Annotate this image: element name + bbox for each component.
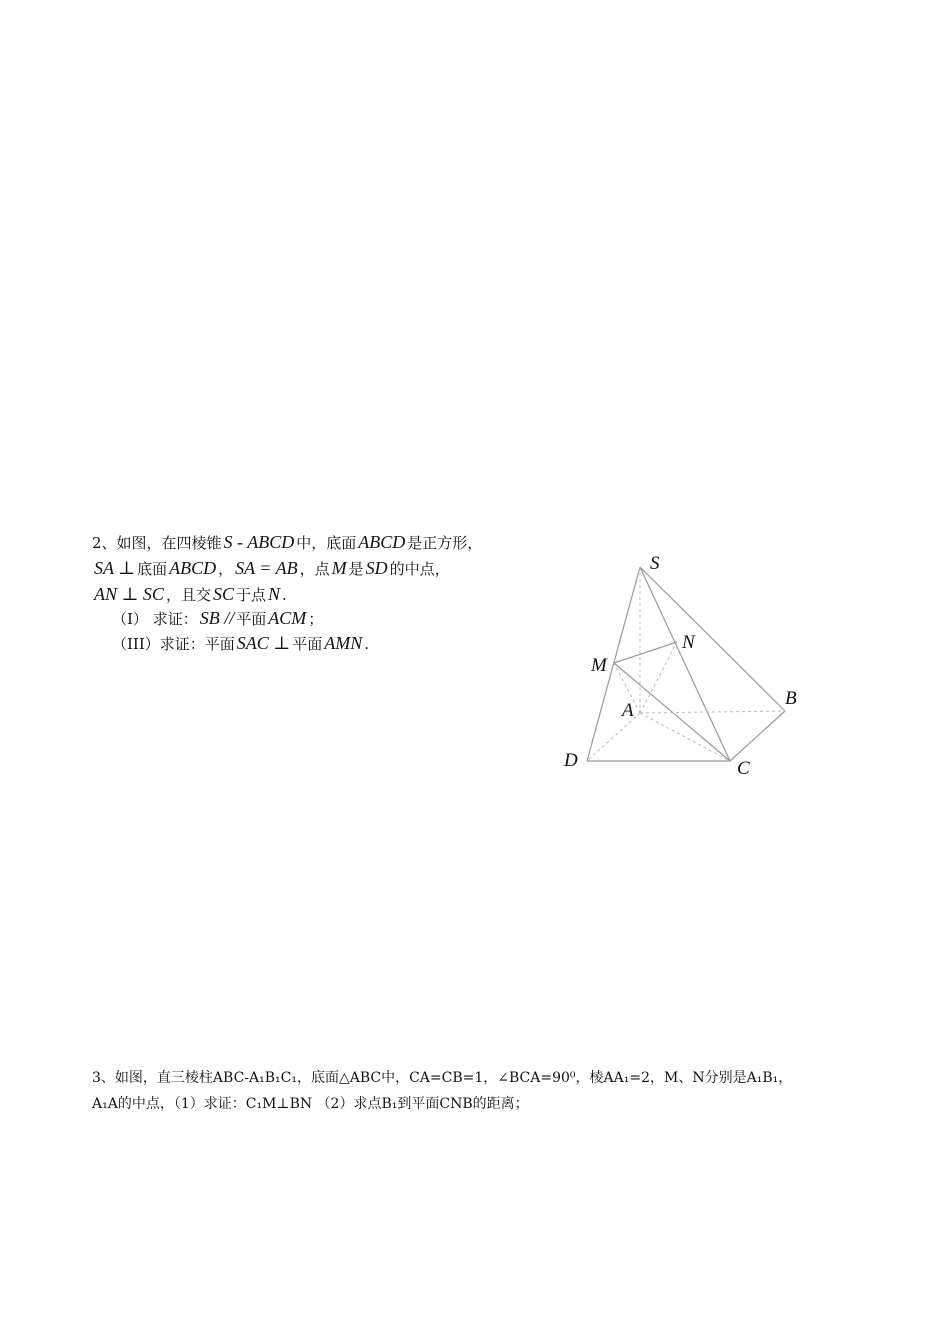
problem2-part1	[112, 606, 323, 631]
text: 平面	[292, 635, 323, 653]
edge-AB	[640, 711, 785, 713]
math-expr: SC	[212, 584, 234, 604]
text: .	[282, 586, 287, 604]
problem3-line1: 3、如图，直三棱柱ABC-A₁B₁C₁，底面△ABC中，CA=CB=1，∠BCA=90⁰，棱AA₁=2，M、N分别是A₁B₁，	[92, 1070, 793, 1086]
label-C: C	[737, 758, 750, 779]
math-expr: SAC ⊥	[236, 633, 291, 653]
edge-SB	[640, 567, 785, 711]
label-D: D	[564, 750, 578, 771]
text: ；	[308, 610, 324, 628]
math-expr: SD	[365, 558, 388, 578]
math-expr: N	[267, 584, 280, 604]
pyramid-diagram	[550, 550, 820, 780]
math-expr: ABCD	[358, 532, 406, 552]
label-S: S	[650, 553, 660, 574]
math-expr: AMN	[324, 633, 363, 653]
text: 平面	[236, 610, 267, 628]
label-M: M	[591, 655, 607, 676]
math-expr: SB //	[199, 608, 235, 628]
edge-SC	[640, 567, 730, 761]
text: 的中点，	[389, 560, 450, 578]
math-expr: M	[331, 558, 347, 578]
label-A: A	[622, 700, 634, 721]
math-expr: SA ⊥	[94, 558, 136, 578]
text: .	[364, 635, 370, 653]
text: （III）求证：平面	[112, 635, 235, 653]
text: 是	[348, 560, 364, 578]
text: 中，底面	[296, 534, 357, 552]
math-expr: AN ⊥ SC	[94, 584, 164, 604]
math-expr: S - ABCD	[223, 532, 295, 552]
text: 是正方形，	[407, 534, 483, 552]
label-N: N	[682, 632, 695, 653]
text: ，且交	[165, 586, 211, 604]
text: （I） 求证：	[112, 610, 198, 628]
text: ，	[218, 560, 234, 578]
problem2-line3	[92, 582, 287, 607]
math-expr: ACM	[268, 608, 307, 628]
label-B: B	[785, 688, 797, 709]
pyramid-figure	[550, 550, 820, 780]
math-expr: ABCD	[169, 558, 217, 578]
edge-MN	[614, 642, 677, 663]
problem2-line1	[92, 530, 482, 555]
problem2-part3	[112, 631, 369, 656]
text: 于点	[235, 586, 266, 604]
problem2-line2	[92, 556, 450, 581]
text: 2、如图，在四棱锥	[92, 534, 222, 552]
text: ，点	[299, 560, 330, 578]
edge-BC	[730, 711, 785, 761]
math-expr: SA = AB	[235, 558, 298, 578]
problem3-line2: A₁A的中点，（1）求证：C₁M⊥BN （2）求点B₁到平面CNB的距离；	[92, 1096, 529, 1112]
text: 底面	[137, 560, 168, 578]
edge-AC	[640, 713, 730, 761]
